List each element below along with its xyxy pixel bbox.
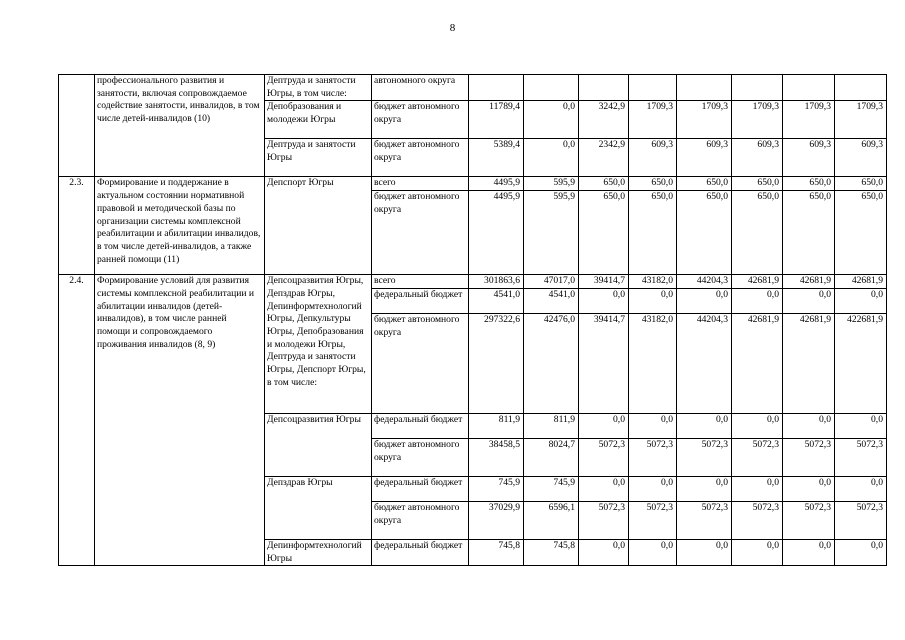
amount-cell: 0,0	[524, 101, 579, 139]
amount-cell: 0,0	[783, 413, 835, 438]
amount-cell: 609,3	[677, 139, 732, 177]
table-row	[59, 75, 887, 101]
amount-cell: 42681,9	[783, 275, 835, 289]
amount-cell	[469, 75, 524, 101]
amount-cell: 0,0	[677, 539, 732, 565]
amount-cell: 650,0	[579, 191, 629, 275]
item-number-cell: 2.4.	[59, 275, 95, 566]
amount-cell: 811,9	[524, 413, 579, 438]
amount-cell	[783, 75, 835, 101]
amount-cell: 0,0	[524, 139, 579, 177]
amount-cell: 1709,3	[629, 101, 677, 139]
amount-cell: 297322,6	[469, 313, 524, 413]
amount-cell: 3242,9	[579, 101, 629, 139]
amount-cell: 0,0	[629, 288, 677, 313]
amount-cell: 5072,3	[579, 438, 629, 476]
amount-cell: 42681,9	[732, 275, 783, 289]
funding-source-cell: бюджет автономного округа	[372, 313, 469, 413]
amount-cell	[579, 75, 629, 101]
executor-cell: Дептруда и занятости Югры	[265, 139, 372, 177]
amount-cell: 609,3	[629, 139, 677, 177]
funding-source-cell: бюджет автономного округа	[372, 101, 469, 139]
amount-cell: 422681,9	[835, 313, 887, 413]
amount-cell: 5072,3	[783, 438, 835, 476]
activity-description-cell: Формирование условий для развития системы комплексной реабилитации и абилитации инвалидов (детей-инвалидов), в том числе ранней помощи и сопровождаемого проживания инвалидов (8, 9)	[95, 275, 265, 566]
amount-cell: 42681,9	[783, 313, 835, 413]
amount-cell: 5389,4	[469, 139, 524, 177]
amount-cell: 5072,3	[835, 438, 887, 476]
amount-cell: 4495,9	[469, 191, 524, 275]
amount-cell: 0,0	[732, 539, 783, 565]
funding-source-cell: федеральный бюджет	[372, 413, 469, 438]
amount-cell: 595,9	[524, 177, 579, 191]
amount-cell: 745,8	[524, 539, 579, 565]
executor-cell: Депздрав Югры	[265, 476, 372, 539]
amount-cell: 11789,4	[469, 101, 524, 139]
amount-cell	[629, 75, 677, 101]
amount-cell: 609,3	[783, 139, 835, 177]
amount-cell: 39414,7	[579, 313, 629, 413]
amount-cell: 0,0	[732, 413, 783, 438]
amount-cell: 1709,3	[732, 101, 783, 139]
amount-cell: 0,0	[629, 539, 677, 565]
amount-cell: 37029,9	[469, 501, 524, 539]
table-body	[59, 75, 887, 566]
amount-cell: 5072,3	[732, 438, 783, 476]
amount-cell: 0,0	[783, 539, 835, 565]
amount-cell: 43182,0	[629, 275, 677, 289]
amount-cell: 1709,3	[783, 101, 835, 139]
amount-cell: 0,0	[835, 476, 887, 501]
amount-cell: 0,0	[629, 413, 677, 438]
amount-cell: 650,0	[677, 191, 732, 275]
amount-cell: 4541,0	[469, 288, 524, 313]
executor-cell: Депсоцразвития Югры, Депздрав Югры, Депинформтехнологий Югры, Депкультуры Югры, Депобразования и молодежи Югры, Дептруда и занятости Югры, Депспорт Югры, в том числе:	[265, 275, 372, 414]
amount-cell: 42476,0	[524, 313, 579, 413]
amount-cell: 301863,6	[469, 275, 524, 289]
item-number-cell	[59, 75, 95, 177]
amount-cell: 595,9	[524, 191, 579, 275]
amount-cell: 1709,3	[835, 101, 887, 139]
funding-source-cell: федеральный бюджет	[372, 288, 469, 313]
amount-cell: 0,0	[835, 413, 887, 438]
executor-cell: Дептруда и занятости Югры, в том числе:	[265, 75, 372, 101]
executor-cell: Депобразования и молодежи Югры	[265, 101, 372, 139]
amount-cell: 42681,9	[732, 313, 783, 413]
amount-cell: 42681,9	[835, 275, 887, 289]
amount-cell: 0,0	[732, 476, 783, 501]
amount-cell: 811,9	[469, 413, 524, 438]
funding-source-cell: автономного округа	[372, 75, 469, 101]
funding-source-cell: всего	[372, 275, 469, 289]
funding-source-cell: бюджет автономного округа	[372, 501, 469, 539]
amount-cell: 43182,0	[629, 313, 677, 413]
table-row	[59, 275, 887, 289]
amount-cell: 0,0	[783, 288, 835, 313]
amount-cell: 0,0	[732, 288, 783, 313]
amount-cell: 44204,3	[677, 313, 732, 413]
budget-table	[58, 74, 887, 566]
funding-source-cell: бюджет автономного округа	[372, 438, 469, 476]
amount-cell: 0,0	[629, 476, 677, 501]
amount-cell: 4541,0	[524, 288, 579, 313]
amount-cell: 5072,3	[677, 501, 732, 539]
amount-cell: 650,0	[835, 177, 887, 191]
executor-cell: Депсоцразвития Югры	[265, 413, 372, 476]
amount-cell: 0,0	[677, 288, 732, 313]
executor-cell: Депспорт Югры	[265, 177, 372, 275]
amount-cell: 650,0	[783, 191, 835, 275]
amount-cell: 0,0	[677, 413, 732, 438]
amount-cell: 0,0	[579, 288, 629, 313]
amount-cell: 0,0	[579, 476, 629, 501]
amount-cell: 650,0	[783, 177, 835, 191]
funding-source-cell: всего	[372, 177, 469, 191]
amount-cell: 745,9	[469, 476, 524, 501]
amount-cell: 1709,3	[677, 101, 732, 139]
activity-description-cell: Формирование и поддержание в актуальном состоянии нормативной правовой и методической базы по организации системы комплексной реабилитации и абилитации инвалидов, в том числе детей-инвалидов, а также ранней помощи (11)	[95, 177, 265, 275]
amount-cell: 745,8	[469, 539, 524, 565]
amount-cell: 38458,5	[469, 438, 524, 476]
funding-source-cell: бюджет автономного округа	[372, 139, 469, 177]
amount-cell: 650,0	[732, 191, 783, 275]
amount-cell: 650,0	[579, 177, 629, 191]
amount-cell: 5072,3	[835, 501, 887, 539]
amount-cell: 2342,9	[579, 139, 629, 177]
amount-cell: 0,0	[835, 539, 887, 565]
amount-cell: 0,0	[579, 539, 629, 565]
amount-cell: 4495,9	[469, 177, 524, 191]
amount-cell: 5072,3	[579, 501, 629, 539]
amount-cell: 0,0	[783, 476, 835, 501]
amount-cell: 650,0	[629, 191, 677, 275]
item-number-cell: 2.3.	[59, 177, 95, 275]
amount-cell: 0,0	[835, 288, 887, 313]
amount-cell	[732, 75, 783, 101]
amount-cell: 0,0	[579, 413, 629, 438]
amount-cell: 47017,0	[524, 275, 579, 289]
amount-cell: 5072,3	[629, 438, 677, 476]
amount-cell: 39414,7	[579, 275, 629, 289]
amount-cell: 745,9	[524, 476, 579, 501]
page-number: 8	[449, 22, 456, 34]
funding-source-cell: федеральный бюджет	[372, 476, 469, 501]
amount-cell	[677, 75, 732, 101]
amount-cell	[835, 75, 887, 101]
amount-cell: 650,0	[629, 177, 677, 191]
amount-cell: 650,0	[835, 191, 887, 275]
amount-cell: 5072,3	[629, 501, 677, 539]
funding-source-cell: федеральный бюджет	[372, 539, 469, 565]
amount-cell: 5072,3	[677, 438, 732, 476]
executor-cell: Депинформтехнологий Югры	[265, 539, 372, 565]
amount-cell: 5072,3	[783, 501, 835, 539]
amount-cell: 609,3	[732, 139, 783, 177]
amount-cell: 44204,3	[677, 275, 732, 289]
amount-cell: 5072,3	[732, 501, 783, 539]
funding-source-cell: бюджет автономного округа	[372, 191, 469, 275]
table-row	[59, 177, 887, 191]
amount-cell: 650,0	[732, 177, 783, 191]
amount-cell: 8024,7	[524, 438, 579, 476]
activity-description-cell: профессионального развития и занятости, включая сопровождаемое содействие занятости, инвалидов, в том числе детей-инвалидов (10)	[95, 75, 265, 177]
amount-cell: 609,3	[835, 139, 887, 177]
amount-cell	[524, 75, 579, 101]
amount-cell: 6596,1	[524, 501, 579, 539]
amount-cell: 0,0	[677, 476, 732, 501]
amount-cell: 650,0	[677, 177, 732, 191]
